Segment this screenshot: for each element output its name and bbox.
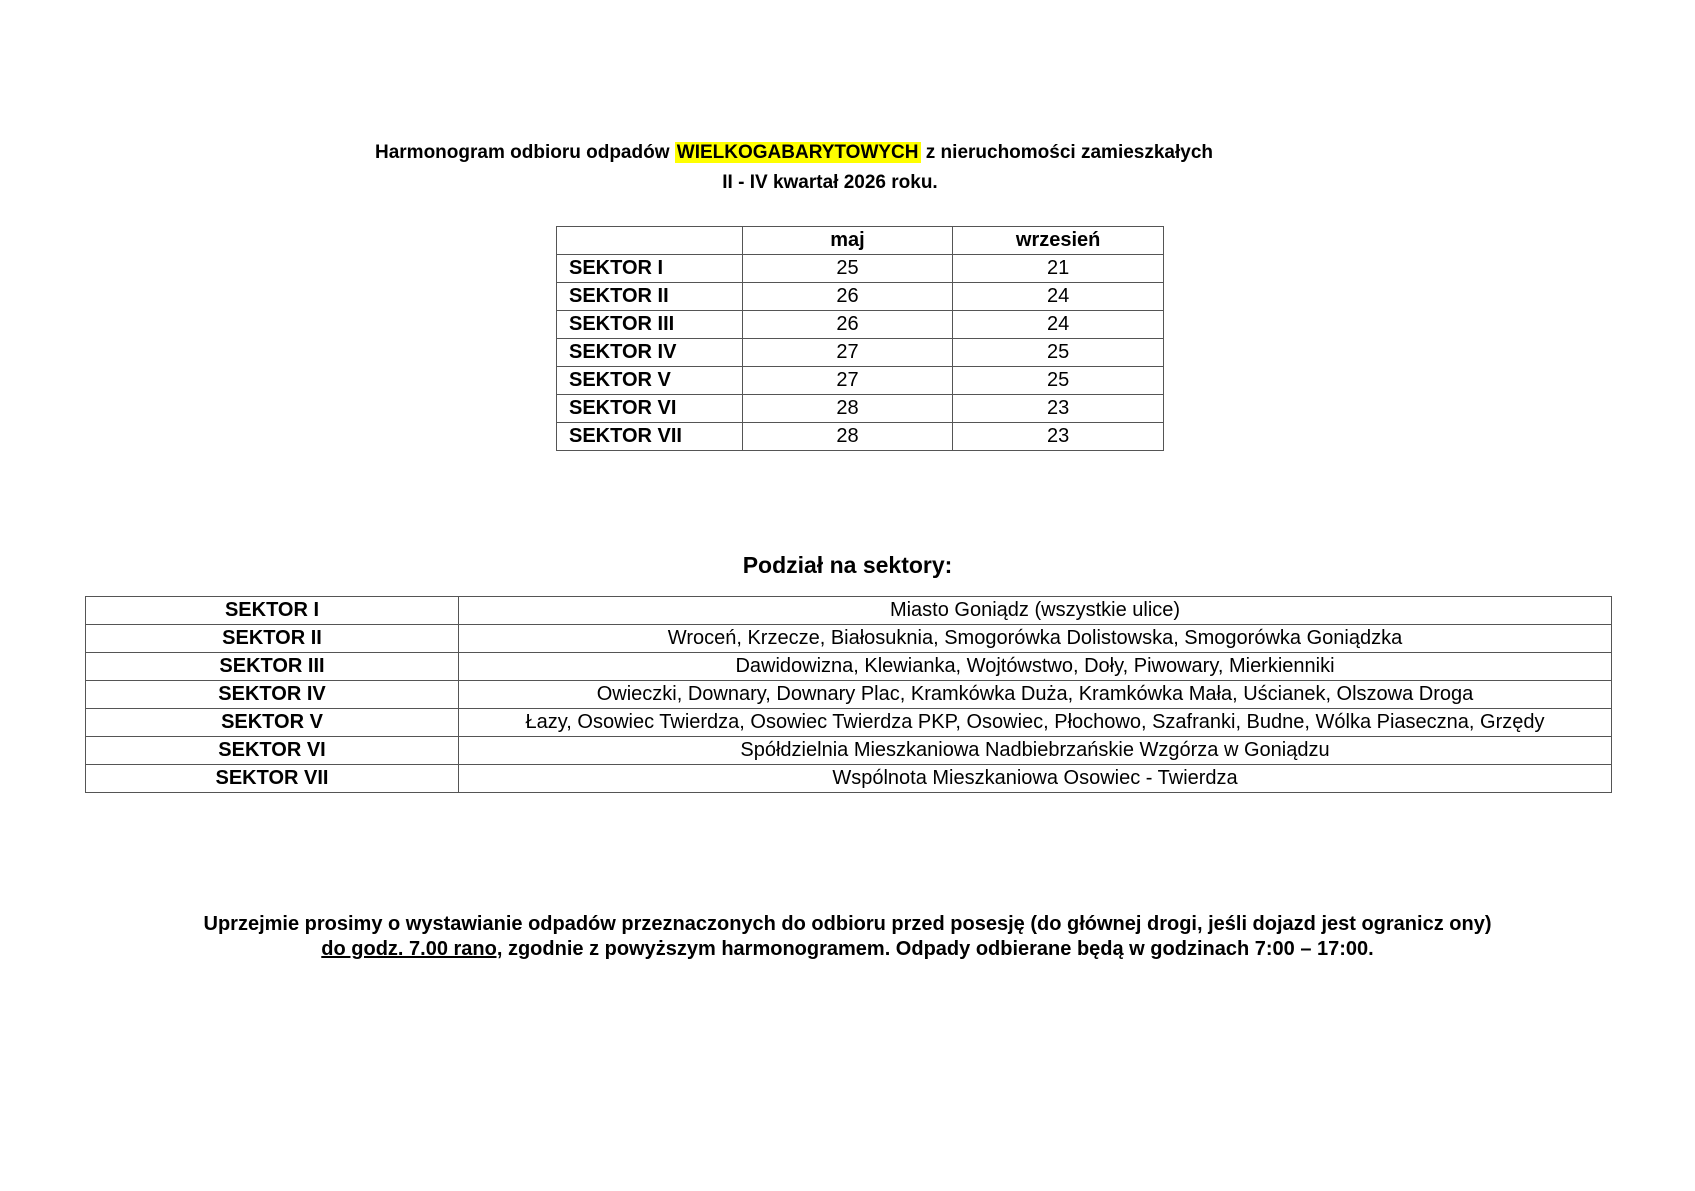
schedule-table <box>556 226 1164 451</box>
division-sector: SEKTOR VI <box>86 737 459 765</box>
schedule-row <box>557 395 1164 423</box>
schedule-row <box>557 423 1164 451</box>
division-sector: SEKTOR VII <box>86 765 459 793</box>
division-sector: SEKTOR II <box>86 625 459 653</box>
division-areas: Łazy, Osowiec Twierdza, Osowiec Twierdza PKP, Osowiec, Płochowo, Szafranki, Budne, Wólka Piaseczna, Grzędy <box>459 709 1612 737</box>
sector-division-table <box>85 596 1612 793</box>
division-row <box>86 765 1612 793</box>
schedule-sector: SEKTOR III <box>557 311 743 339</box>
schedule-maj-value: 25 <box>742 255 953 283</box>
schedule-maj-value: 28 <box>742 423 953 451</box>
notice-deadline: do godz. 7.00 rano, <box>321 938 503 960</box>
schedule-row <box>557 339 1164 367</box>
column-header-wrzesien: wrzesień <box>953 227 1164 255</box>
schedule-header-row <box>557 227 1164 255</box>
division-sector: SEKTOR IV <box>86 681 459 709</box>
schedule-maj-value: 27 <box>742 367 953 395</box>
schedule-wrzesien-value: 25 <box>953 367 1164 395</box>
title-text-before: Harmonogram odbioru odpadów <box>375 142 675 163</box>
schedule-row <box>557 311 1164 339</box>
division-areas: Spółdzielnia Mieszkaniowa Nadbiebrzańskie Wzgórza w Goniądzu <box>459 737 1612 765</box>
division-row <box>86 709 1612 737</box>
division-row <box>86 681 1612 709</box>
schedule-sector: SEKTOR II <box>557 283 743 311</box>
division-sector: SEKTOR I <box>86 597 459 625</box>
schedule-row <box>557 367 1164 395</box>
schedule-row <box>557 283 1164 311</box>
division-row <box>86 625 1612 653</box>
notice-line2-rest: zgodnie z powyższym harmonogramem. Odpady odbierane będą w godzinach 7:00 – 17:00. <box>502 938 1374 960</box>
schedule-sector: SEKTOR IV <box>557 339 743 367</box>
division-sector: SEKTOR III <box>86 653 459 681</box>
division-row <box>86 597 1612 625</box>
document-title <box>375 138 1213 168</box>
schedule-sector: SEKTOR VI <box>557 395 743 423</box>
schedule-sector: SEKTOR VII <box>557 423 743 451</box>
title-highlight: WIELKOGABARYTOWYCH <box>676 142 919 163</box>
column-header-maj: maj <box>742 227 953 255</box>
schedule-maj-value: 26 <box>742 283 953 311</box>
division-row <box>86 653 1612 681</box>
schedule-wrzesien-value: 25 <box>953 339 1164 367</box>
division-row <box>86 737 1612 765</box>
title-text-after: z nieruchomości zamieszkałych <box>920 142 1214 163</box>
schedule-sector: SEKTOR I <box>557 255 743 283</box>
division-areas: Owieczki, Downary, Downary Plac, Kramkówka Duża, Kramkówka Mała, Uścianek, Olszowa Droga <box>459 681 1612 709</box>
schedule-maj-value: 26 <box>742 311 953 339</box>
schedule-wrzesien-value: 24 <box>953 311 1164 339</box>
division-areas: Wspólnota Mieszkaniowa Osowiec - Twierdza <box>459 765 1612 793</box>
schedule-maj-value: 27 <box>742 339 953 367</box>
division-areas: Dawidowizna, Klewianka, Wojtówstwo, Doły, Piwowary, Mierkienniki <box>459 653 1612 681</box>
division-areas: Miasto Goniądz (wszystkie ulice) <box>459 597 1612 625</box>
division-title: Podział na sektory: <box>742 552 953 578</box>
division-sector: SEKTOR V <box>86 709 459 737</box>
schedule-maj-value: 28 <box>742 395 953 423</box>
notice-line2 <box>0 937 1695 962</box>
notice-line1: Uprzejmie prosimy o wystawianie odpadów przeznaczonych do odbioru przed posesję (do głównej drogi, jeśli dojazd jest ogranicz ony) <box>203 913 1492 935</box>
schedule-wrzesien-value: 24 <box>953 283 1164 311</box>
schedule-sector: SEKTOR V <box>557 367 743 395</box>
schedule-corner-cell <box>557 227 743 255</box>
schedule-row <box>557 255 1164 283</box>
collection-notice <box>0 912 1695 962</box>
division-areas: Wroceń, Krzecze, Białosuknia, Smogorówka Dolistowska, Smogorówka Goniądzka <box>459 625 1612 653</box>
document-subtitle: II - IV kwartał 2026 roku. <box>722 172 938 193</box>
schedule-wrzesien-value: 23 <box>953 395 1164 423</box>
schedule-wrzesien-value: 21 <box>953 255 1164 283</box>
schedule-wrzesien-value: 23 <box>953 423 1164 451</box>
